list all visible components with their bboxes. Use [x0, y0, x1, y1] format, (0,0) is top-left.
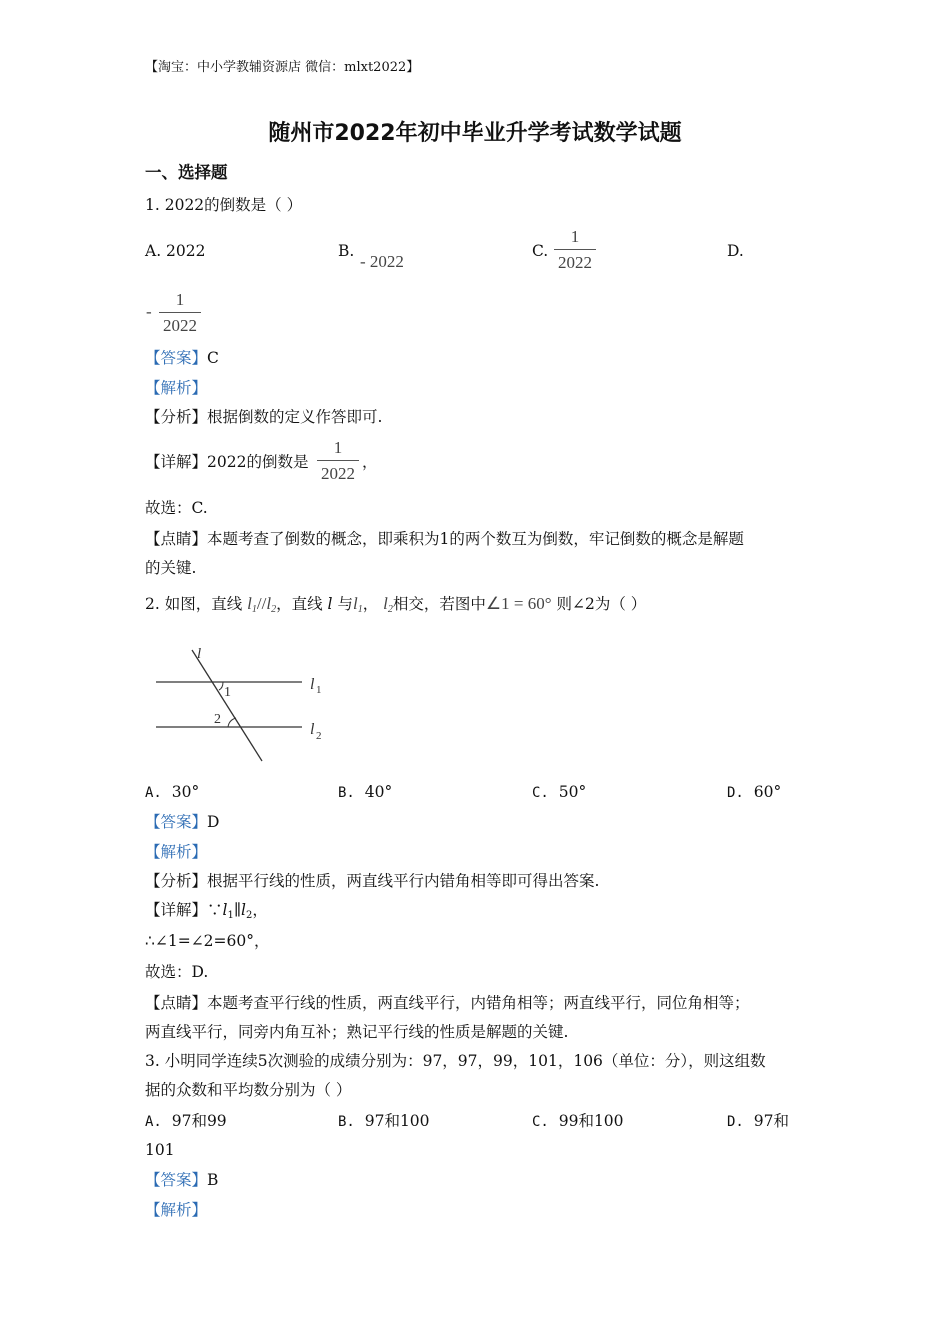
fig-label-2: 2 [214, 712, 221, 727]
angle-1-arc [219, 682, 223, 690]
fig-label-l: l [197, 646, 202, 662]
q2-fenxi: 【分析】根据平行线的性质，两直线平行内错角相等即可得出答案. [145, 872, 600, 890]
q1-comment-line2: 的关键. [145, 559, 197, 577]
q2-choose: 故选：D. [145, 963, 209, 981]
q1-option-c-fraction [554, 226, 596, 274]
q1-option-d-fraction [159, 289, 201, 337]
q2-line-l1: $l_1$ [247, 594, 257, 615]
q1-option-d-sign: - [146, 302, 152, 321]
q1-comment-line1: 【点睛】本题考查了倒数的概念，即乘积为1的两个数互为倒数，牢记倒数的概念是解题 [145, 530, 744, 548]
fraction-numerator: 1 [333, 438, 343, 457]
q2-angle-condition: ∠1 = 60° [485, 594, 552, 613]
q3-option-d-continued: 101 [145, 1141, 175, 1159]
fraction-bar [317, 460, 359, 461]
q2-line-l1-ref: $l_1$ [352, 594, 363, 615]
q1-option-c-label: C. [532, 242, 549, 260]
fig-label-l1: l [310, 676, 315, 693]
q3-analysis-tag: 【解析】 [145, 1201, 208, 1219]
q1-choose: 故选：C. [145, 499, 208, 517]
q1-detail-prefix: 【详解】2022的倒数是 [145, 453, 309, 471]
q2-line-l2-ref: $l_2$ [383, 594, 393, 615]
q2-stem-f: 则∠2为（ ） [556, 595, 647, 613]
fraction-bar [159, 312, 201, 313]
q2-comment-line2: 两直线平行，同旁内角互补；熟记平行线的性质是解题的关键. [145, 1023, 569, 1041]
q2-stem-e: 相交，若图中 [392, 595, 486, 613]
q2-option-c: C. 50° [532, 783, 587, 801]
q3-stem-line2: 据的众数和平均数分别为（ ） [145, 1081, 352, 1099]
q2-stem [145, 594, 646, 620]
angle-2-arc [228, 718, 236, 727]
q2-line-l2: $l_2$ [266, 594, 277, 615]
answer-tag: 【答案】 [145, 813, 208, 831]
fraction-denominator: 2022 [163, 316, 197, 335]
q2-stem-b: ，直线 [276, 595, 323, 613]
q2-stem-d: ， [362, 595, 379, 613]
q2-option-d: D. 60° [727, 783, 782, 801]
transversal-l [192, 650, 262, 761]
q3-answer [145, 1170, 218, 1190]
answer-tag: 【答案】 [145, 1171, 208, 1189]
answer-tag: 【答案】 [145, 349, 208, 367]
q2-parallel-symbol: // [256, 594, 267, 613]
fig-label-l1-sub: 1 [316, 684, 322, 696]
page-title: 随州市2022年初中毕业升学考试数学试题 [268, 121, 682, 146]
q1-option-a: A. 2022 [145, 242, 206, 260]
q2-stem-c: 与 [337, 595, 353, 613]
fig-label-l2: l [310, 721, 315, 738]
header-note: 【淘宝：中小学教辅资源店 微信：mlxt2022】 [145, 60, 420, 75]
q2-comment-line1: 【点睛】本题考查平行线的性质，两直线平行，内错角相等；两直线平行，同位角相等； [145, 994, 750, 1012]
q1-detail-suffix: ， [362, 453, 378, 471]
fraction-numerator: 1 [175, 290, 185, 309]
q2-analysis-tag: 【解析】 [145, 843, 208, 861]
section-heading: 一、选择题 [145, 163, 228, 182]
q2-line-l: l [327, 595, 333, 613]
q3-option-a: A. 97和99 [145, 1112, 227, 1130]
fig-label-l2-sub: 2 [316, 730, 322, 742]
q1-option-b-value: - 2022 [360, 252, 404, 271]
q1-option-d-label: D. [727, 242, 744, 260]
fraction-numerator: 1 [570, 227, 580, 246]
answer-value: C [207, 349, 219, 367]
q3-option-c: C. 99和100 [532, 1112, 624, 1130]
q2-option-b: B. 40° [338, 783, 393, 801]
fraction-denominator: 2022 [558, 253, 592, 272]
q1-answer [145, 348, 219, 368]
answer-value: B [207, 1171, 219, 1189]
q2-stem-a: 2. 如图，直线 [145, 595, 243, 613]
q1-detail-fraction [317, 437, 359, 485]
q2-option-a: A. 30° [145, 783, 200, 801]
fraction-bar [554, 249, 596, 250]
fig-label-1: 1 [224, 685, 231, 700]
q3-stem-line1: 3. 小明同学连续5次测验的成绩分别为：97，97，99，101，106（单位：分），则这组数 [145, 1052, 766, 1070]
q3-option-d: D. 97和 [727, 1112, 789, 1130]
q2-answer [145, 812, 219, 832]
q1-stem: 1. 2022的倒数是（ ） [145, 196, 303, 214]
answer-value: D [207, 813, 220, 831]
q2-therefore: ∴∠1=∠2=60°， [145, 932, 270, 950]
fraction-denominator: 2022 [321, 464, 355, 483]
q1-analysis-tag: 【解析】 [145, 379, 208, 397]
q2-detail: 【详解】$\because l_1\parallel l_2$， [145, 901, 268, 921]
q2-figure [150, 640, 335, 770]
q3-option-b: B. 97和100 [338, 1112, 430, 1130]
q1-fenxi: 【分析】根据倒数的定义作答即可. [145, 408, 383, 426]
q1-option-b-label: B. [338, 242, 355, 260]
